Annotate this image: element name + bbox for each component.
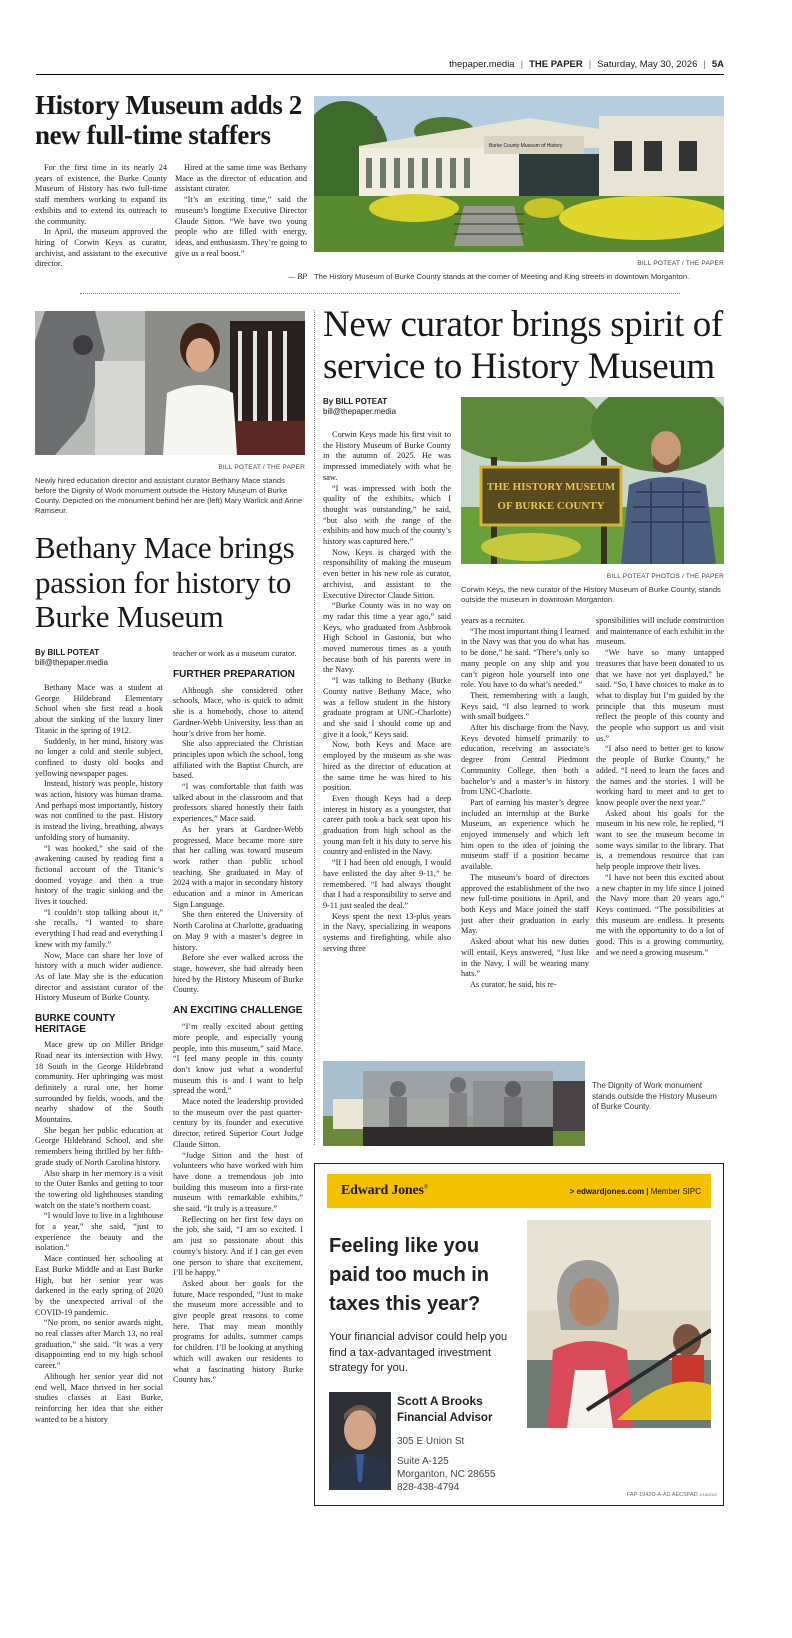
story3-byline	[323, 397, 453, 417]
paragraph: “The most important thing I learned in the Navy was that you do what has to be done,” he said. “There’s only so many people on any ship and you can’t pigeon hole yourself into one role. You have to do what’s needed.”	[461, 626, 589, 690]
paragraph: “Burke County was in no way on my radar this time a year ago,” said Keys, who graduated from Ashbrook High School in Gastonia, but who moved numerous times as a youth because both of his parents were in the Navy.	[323, 601, 451, 675]
corwin-keys-photo	[461, 397, 724, 564]
paragraph-continued: teacher or work as a museum curator.	[173, 649, 297, 658]
header-rule	[36, 74, 724, 75]
paragraph: “I also need to better get to know the people of Burke County,” he added. “I need to learn the faces and the names and the stories. I will be working hard to meet and to get to know people over the next year.”	[596, 744, 724, 807]
story3-headline: New curator brings spirit of service to History Museum	[323, 304, 723, 387]
story1-headline: History Museum adds 2 new full-time staffers	[35, 90, 302, 150]
paragraph: “I was comfortable that faith was talked about in the classroom and that professors shared honestly their faith experiences,” Mace said.	[173, 782, 303, 824]
advisor-phone: 828-438-4794	[397, 1482, 460, 1493]
paragraph: Instead, history was people, history was action, history was human drama. And perhaps most importantly, history was not confined to the past. History is instead the living, breathing, always unfolding story of humanity.	[35, 779, 163, 842]
paragraph: Keys spent the next 13-plus years in the Navy, specializing in weapons systems and firefighting, while also serving three	[323, 911, 451, 953]
paragraph: Mace continued her schooling at East Burke Middle and at East Burke High, but her senior year was darkened in the early spring of 2020 by the unexpected arrival of the COVID-19 pandemic.	[35, 1254, 163, 1317]
paragraph: Now, both Keys and Mace are employed by the museum as she was hired as the director of education at the same time he was hired to his position.	[323, 740, 451, 793]
byline: By BILL POTEAT	[323, 397, 388, 406]
paragraph: Mace noted the leadership provided to the museum over the past quarter-century by its founder and executive director, retired Superior Court Judge Claude Sitton.	[173, 1097, 303, 1149]
paragraph: Even though Keys had a deep interest in history as a youngster, that career path took a back seat upon his graduation from high school as the young man felt it his duty to serve his country and enlisted in the Navy.	[323, 793, 451, 857]
paragraph: “Judge Sitton and the host of volunteers who have worked with him have done a tremendous job into building this museum into a first-rate museum with remarkable exhibits,” she said. “It truly is a treasure.”	[173, 1150, 303, 1214]
page-number: 5A	[711, 58, 724, 70]
paragraph: Although her senior year did not end well, Mace thrived in her social studies classes at East Burke, reinforcing her idea that she either wanted to be a history	[35, 1371, 163, 1424]
paragraph: Asked about her goals for the future, Mace responded, “Just to make the museum more accessible and to give people great reasons to come here. That may mean monthly programs for adults, summer camps for children. I’ll be looking at anything which will awaken our residents to what a fascinating history Burke County has.”	[173, 1278, 303, 1385]
member-sipc: Member SIPC	[650, 1186, 701, 1196]
brand-name: Edward Jones	[341, 1183, 424, 1198]
ad-code-date: 2/18/2022	[699, 1492, 717, 1497]
advisor-address-line1: 305 E Union St	[397, 1436, 465, 1447]
ad-code-text: FAP-1942O-A-AD AECSPAD	[626, 1492, 698, 1498]
page-header	[36, 54, 724, 74]
paragraph: Reflecting on her first few days on the job, she said, “I am so excited. I am just so passionate about this county’s history. And if I can get even one person to share that excitement, I’ll be happy.”	[173, 1214, 303, 1278]
byline: By BILL POTEAT	[35, 648, 100, 657]
paragraph: “No prom, no senior awards night, no real classes after March 13, no real graduation,” she said. “It was a very disappointing end to my high school career.”	[35, 1318, 163, 1371]
header-separator: |	[520, 58, 524, 70]
paragraph: “If I had been old enough, I would have enlisted the day after 9-11,” he remembered. “I had always thought that I had a responsibility to serve and 9-11 just sealed the deal.”	[323, 858, 451, 910]
museum-sign-line2: OF BURKE COUNTY	[497, 500, 605, 512]
photo-credit: BILL POTEAT / THE PAPER	[637, 260, 724, 267]
header-separator: |	[703, 58, 706, 70]
paragraph: Also sharp in her memory is a visit to the Outer Banks and getting to tour the towering old lighthouses standing watch on the state’s northern coast.	[35, 1168, 163, 1210]
dignity-of-work-monument-photo	[323, 1061, 585, 1146]
photo-caption: Corwin Keys, the new curator of the History Museum of Burke County, stands outside the museum in downtown Morganton.	[461, 585, 721, 604]
paragraph: Corwin Keys made his first visit to the History Museum of Burke County in the autumn of 2025. He was impressed immediately with what he saw.	[323, 430, 451, 482]
paragraph: “I have not been this excited about a new chapter in my life since I joined the Navy more than 20 years ago,” Keys continued. “The possibilities at this museum are endless. It presents me with the opportunity to do a lot of good. This is a growing community, and we need a growing museum.”	[596, 872, 724, 957]
story2-column-1	[35, 683, 163, 1425]
paragraph: Then, remembering with a laugh, Keys said, “I also learned to work with small budgets.”	[461, 690, 589, 722]
story1-column-2	[175, 163, 307, 259]
registered-mark: ®	[423, 1184, 429, 1191]
paragraph: She then entered the University of North Carolina at Charlotte, graduating on May 9 with a master’s degree in history.	[173, 910, 303, 952]
paragraph: Mace grew up on Miller Bridge Road near its intersection with Hwy. 18 South in the George Hildebrand community. Her upbringing was most definitely a rural one, her home surrounded by fields, woods, and the nearby shadow of the South Mountains.	[35, 1040, 163, 1125]
ad-code	[585, 1492, 717, 1498]
museum-building-photo	[314, 96, 724, 252]
paragraph: Asked about what his new duties will entail, Keys answered, “Just like in the Navy, I will be wearing many hats.”	[461, 937, 589, 979]
paragraph: As curator, he said, his re-	[470, 979, 557, 989]
story2-headline: Bethany Mace brings passion for history to Burke Museum	[35, 530, 295, 634]
paragraph: As her years at Gardner-Webb progressed, Mace became more sure that her calling was toward museum work rather than public school teaching. She graduated in May of 2024 with a major in secondary history education and a minor in American Sign Language.	[173, 824, 303, 909]
edward-jones-ad	[314, 1163, 724, 1506]
paragraph: Asked about his goals for the museum in his new role, he replied, “I want to see the museum become in some ways similar to the library. That is, a tremendous resource that can help people improve their lives.	[596, 808, 724, 872]
header-site: thepaper.media	[449, 58, 515, 70]
paragraph: In April, the museum approved the hiring of Corwin Keys as curator, archivist, and assistant to the executive director.	[35, 227, 167, 269]
advisor-name: Scott A Brooks	[397, 1394, 483, 1408]
story2-byline	[35, 648, 165, 668]
museum-sign-line1: THE HISTORY MUSEUM	[486, 481, 616, 493]
paragraph: Part of earning his master’s degree included an internship at the Burke Museum, an experience which he enjoyed immensely and which left him open to the idea of joining the museum staff if a position became available.	[461, 797, 589, 872]
monument-caption: The Dignity of Work monument stands outside the History Museum of Burke County.	[592, 1081, 717, 1111]
paragraph: After his discharge from the Navy, Keys devoted himself primarily to education, receiving an associate’s degree from Central Piedmont Community College, then both a bachelor’s and a master’s in history from UNC-Charlotte.	[461, 723, 589, 797]
paragraph: Bethany Mace was a student at George Hildebrand Elementary School when she first read a book about the sinking of the luxury liner Titanic in the spring of 1912.	[35, 683, 163, 735]
advisor-headshot	[329, 1392, 391, 1490]
advisor-address-line3: Morganton, NC 28655	[397, 1469, 496, 1480]
paragraph: “I was hooked,” she said of the awakening caused by reading first a fictional account of the Titanic’s doomed voyage and then a true history of the tragic sinking and the lives it touched.	[35, 843, 163, 907]
paragraph: Suddenly, in her mind, history was no longer a cold and sterile subject, confined to dusty old books and yellowing newspaper pages.	[35, 736, 163, 778]
paragraph: Before she ever walked across the stage, however, she had already been hired by the History Museum of Burke County.	[173, 953, 303, 995]
building-sign-text: Burke County Museum of History	[489, 143, 563, 149]
paragraph: “I’m really excited about getting more people, and especially young people, into this museum,” said Mace. “I feel many people in this county don’t know just what a wonderful museum this is and I want to help spread the word.”	[173, 1022, 303, 1096]
separator: |	[646, 1186, 651, 1196]
story3-column-3	[596, 616, 724, 959]
story3-column-1	[323, 430, 451, 954]
story1-column-1	[35, 163, 167, 270]
paragraph-continued: years as a recruiter.	[461, 616, 525, 625]
photo-credit: BILL POTEAT PHOTOS / THE PAPER	[606, 573, 724, 580]
story3-column-2	[461, 616, 589, 991]
paragraph: “I couldn’t stop talking about it,” she recalls. “I wanted to share everything I had read and everything I knew with my family.”	[35, 907, 163, 949]
subhead: AN EXCITING CHALLENGE	[173, 1005, 303, 1017]
subhead: BURKE COUNTY HERITAGE	[35, 1013, 116, 1036]
paragraph: Hired at the same time was Bethany Mace as the director of education and assistant curator.	[175, 163, 307, 194]
ad-links	[570, 1187, 701, 1196]
edward-jones-logo	[341, 1183, 428, 1199]
photo-caption: Newly hired education director and assistant curator Bethany Mace stands before the Dignity of Work monument outside the History Museum of Burke County. Depicted on the monument behind her are (left) Mary Warlick and Anne Ramseur.	[35, 476, 303, 515]
ad-top-bar	[327, 1174, 711, 1208]
advisor-info	[397, 1392, 527, 1494]
bethany-mace-photo	[35, 311, 305, 455]
paragraph: For the first time in its nearly 24 years of existence, the Burke County Museum of History has two full-time staff members working to expand its exhibits and to extend its outreach to the community.	[35, 163, 167, 226]
paragraph: Now, Keys is charged with the responsibility of making the museum even better in his new role as curator, archivist, and assistant to the Executive Director Claude Sitton.	[323, 547, 451, 600]
header-date: Saturday, May 30, 2026	[597, 58, 698, 70]
ad-url-link[interactable]: > edwardjones.com	[569, 1186, 645, 1196]
byline-email: bill@thepaper.media	[35, 658, 109, 667]
ad-body: Your financial advisor could help you find a tax-advantaged investment strategy for you.	[329, 1331, 508, 1374]
ad-headline: Feeling like you paid too much in taxes this year?	[329, 1235, 489, 1315]
paragraph: Although she considered other schools, Mace, who is quick to admit she is a homebody, chose to attend Gardner-Webb University, less than an hour’s drive from her home.	[173, 685, 303, 738]
paragraph: Now, Mace can share her love of history with a much wider audience. As of late May she is the education director and assistant curator of the History Museum of Burke County.	[35, 950, 163, 1003]
paragraph: She also appreciated the Christian principles upon which the school, long affiliated with the Baptist Church, are based.	[173, 739, 303, 781]
paragraph: “I would love to live in a lighthouse for a year,” she said, “just to experience the beauty and the isolation.”	[35, 1211, 163, 1253]
header-separator: |	[588, 58, 592, 70]
subhead: FURTHER PREPARATION	[173, 668, 295, 680]
paragraph: “I was talking to Bethany (Burke County native Bethany Mace, who was a fellow student in the history graduate program at UNC-Charlotte) and she said I should come up and give it a look,” Keys said.	[323, 676, 451, 739]
column-divider-dotted	[314, 310, 315, 1145]
ad-kayak-photo	[527, 1220, 711, 1428]
paragraph: “We have so many untapped treasures that have been donated to us that we have not yet displayed,” he said. “So, I have choices to make as to what to display but I’m guided by the principle that this museum must reflect the people of this county and the people who support us and visit us.”	[596, 648, 724, 743]
section-divider-dotted	[80, 293, 680, 294]
story2-column-2	[173, 649, 303, 1386]
advisor-title: Financial Advisor	[397, 1412, 493, 1424]
paragraph: “It’s an exciting time,” said the museum’s longtime Executive Director Claude Sitton. “We have two young people who are filled with energy, ideas, and enthusiasm. They’re going to give us a real boost.”	[175, 195, 307, 258]
advisor-address-line2: Suite A-125	[397, 1456, 449, 1467]
byline-email: bill@thepaper.media	[323, 407, 397, 416]
paragraph: She began her public education at George Hildebrand School, and she remembers being thrilled by her fifth-grade study of North Carolina history.	[35, 1125, 163, 1167]
header-paper: THE PAPER	[529, 58, 583, 70]
photo-credit: BILL POTEAT / THE PAPER	[218, 464, 305, 471]
story1-signoff: — BP	[288, 272, 307, 281]
paragraph-continued: sponsibilities will include construction and maintenance of each exhibit in the museum.	[596, 616, 724, 647]
paragraph: The museum’s board of directors approved the establishment of the two new full-time positions in April, and both Keys and Mace joined the staff just after their graduation in early May.	[461, 872, 589, 936]
paragraph: “I was impressed with both the quality of the exhibits, which I thought was outstanding,” he said, “but also with the range of the exhibits and how much of the county’s history was captured here.”	[323, 483, 451, 547]
photo-caption: The History Museum of Burke County stands at the corner of Meeting and King streets in downtown Morganton.	[314, 272, 690, 281]
